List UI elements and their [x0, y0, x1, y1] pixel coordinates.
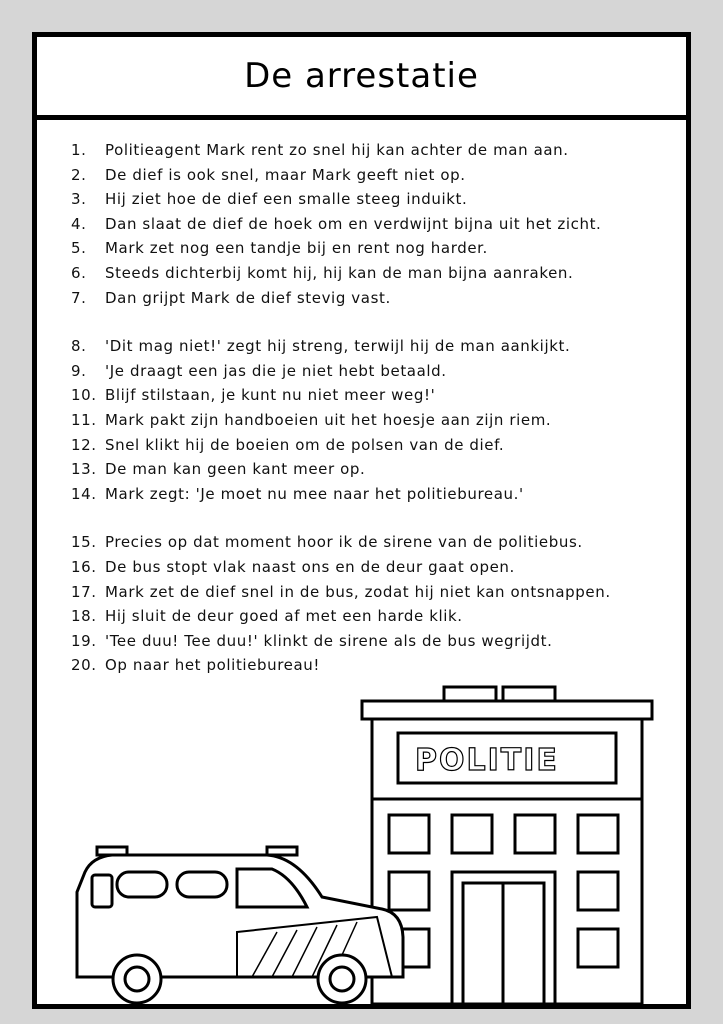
sentence-item [71, 212, 611, 237]
sentence-text: Mark zet de dief snel in de bus, zodat hij niet kan ontsnappen. [105, 582, 611, 601]
sentence-text: Snel klikt hij de boeien om de polsen van de dief. [105, 435, 505, 454]
sentence-text: Mark zegt: 'Je moet nu mee naar het politiebureau.' [105, 484, 524, 503]
sentence-list [71, 138, 611, 678]
sentence-text: 'Dit mag niet!' zegt hij streng, terwijl hij de man aankijkt. [105, 337, 571, 356]
worksheet-page [32, 32, 691, 1009]
sentence-number: 3. [71, 190, 87, 209]
sentence-number: 7. [71, 288, 87, 307]
sentence-number: 2. [71, 165, 87, 184]
sentence-number: 5. [71, 239, 87, 258]
police-van [77, 847, 403, 1003]
sentence-number: 19. [71, 631, 97, 650]
sentence-number: 13. [71, 460, 97, 479]
sentence-item [71, 236, 611, 261]
sentence-text: Dan grijpt Mark de dief stevig vast. [105, 288, 391, 307]
sentence-text: 'Je draagt een jas die je niet hebt betaald. [105, 361, 447, 380]
sentence-number: 11. [71, 410, 97, 429]
sentence-text: Mark zet nog een tandje bij en rent nog harder. [105, 239, 488, 258]
sentence-item [71, 457, 611, 482]
sentence-text: Politieagent Mark rent zo snel hij kan achter de man aan. [105, 141, 569, 159]
sentence-item [71, 580, 611, 605]
police-station [362, 687, 652, 1004]
sentence-text: Steeds dichterbij komt hij, hij kan de man bijna aanraken. [105, 263, 574, 282]
sentence-number: 9. [71, 361, 87, 380]
sentence-item [71, 187, 611, 212]
sentence-number: 1. [71, 141, 87, 159]
sentence-number: 20. [71, 656, 97, 675]
sentence-text: Hij sluit de deur goed af met een harde klik. [105, 607, 463, 626]
sentence-item [71, 334, 611, 359]
sentence-text: Op naar het politiebureau! [105, 656, 321, 675]
sentence-number: 10. [71, 386, 97, 405]
sentence-item [71, 138, 611, 163]
sentence-number: 17. [71, 582, 97, 601]
sentence-text: Hij ziet hoe de dief een smalle steeg induikt. [105, 190, 468, 209]
sentence-text: Precies op dat moment hoor ik de sirene van de politiebus. [105, 533, 583, 552]
sentence-item [71, 383, 611, 408]
sentence-item [71, 261, 611, 286]
sentence-item [71, 286, 611, 311]
sentence-number: 12. [71, 435, 97, 454]
sentence-number: 16. [71, 557, 97, 576]
sign-text: POLITIE [415, 743, 559, 778]
sentence-text: Mark pakt zijn handboeien uit het hoesje aan zijn riem. [105, 410, 552, 429]
sentence-item [71, 408, 611, 433]
sentence-number: 15. [71, 533, 97, 552]
sentence-number: 6. [71, 263, 87, 282]
sentence-number: 4. [71, 214, 87, 233]
sentence-item [71, 163, 611, 188]
sentence-item [71, 629, 611, 654]
sentence-item [71, 482, 611, 507]
sentence-item [71, 653, 611, 678]
sentence-number: 18. [71, 607, 97, 626]
sentence-text: De bus stopt vlak naast ons en de deur gaat open. [105, 557, 515, 576]
sentence-text: De man kan geen kant meer op. [105, 460, 366, 479]
sentence-text: De dief is ook snel, maar Mark geeft niet op. [105, 165, 466, 184]
sentence-text: Blijf stilstaan, je kunt nu niet meer weg!' [105, 386, 436, 405]
page-title: De arrestatie [244, 56, 479, 96]
police-illustration [37, 677, 686, 1007]
sentence-item [71, 433, 611, 458]
sentence-item [71, 359, 611, 384]
sentence-item [71, 604, 611, 629]
sentence-item [71, 555, 611, 580]
sentence-text: Dan slaat de dief de hoek om en verdwijnt bijna uit het zicht. [105, 214, 602, 233]
title-box [37, 37, 686, 120]
sentence-number: 8. [71, 337, 87, 356]
sentence-text: 'Tee duu! Tee duu!' klinkt de sirene als de bus wegrijdt. [105, 631, 553, 650]
sentence-item [71, 530, 611, 555]
sentence-number: 14. [71, 484, 97, 503]
